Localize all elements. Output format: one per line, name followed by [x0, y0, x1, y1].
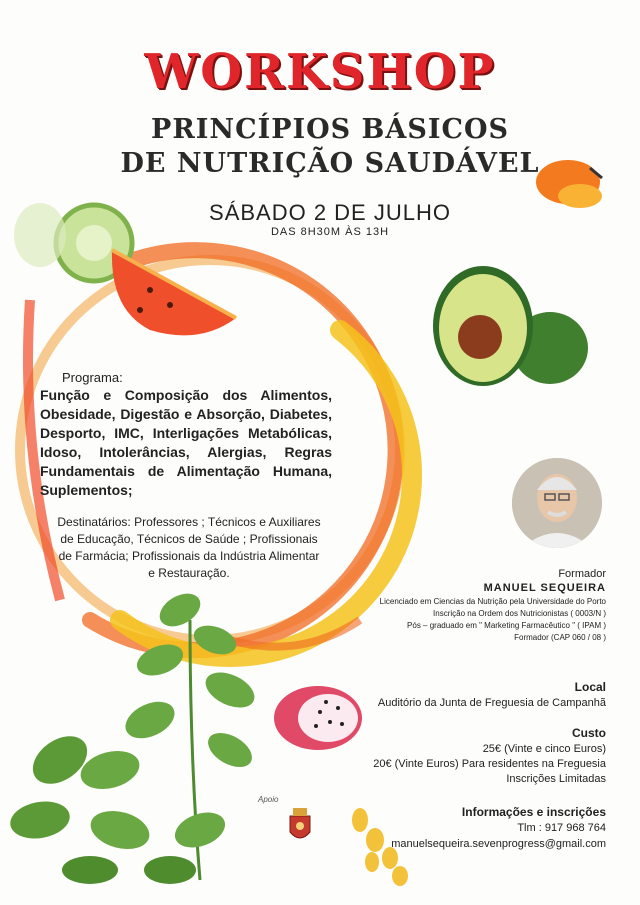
- avocado-icon: [433, 266, 588, 386]
- trainer-credential: Formador (CAP 060 / 08 ): [514, 633, 606, 642]
- event-time: DAS 8H30M ÀS 13H: [270, 226, 390, 238]
- location-heading: Local: [574, 680, 606, 694]
- dragon-fruit-icon: [274, 686, 362, 750]
- parish-crest-icon: [285, 806, 315, 846]
- cost-heading: Custo: [572, 726, 606, 740]
- program-topics: Função e Composição dos Alimentos, Obesidade, Digestão e Absorção, Diabetes, Desporto, IMC, Interligações Metabólicas, Idoso, Intolerâncias, Alergias, Regras Fundamentais de Alimentação Humana, Suplementos;: [40, 387, 332, 498]
- trainer-portrait-icon: [512, 458, 602, 548]
- program-label: Programa:: [62, 370, 123, 385]
- subtitle-line2: DE NUTRIÇÃO SAUDÁVEL: [120, 148, 540, 179]
- cost-note: Inscrições Limitadas: [506, 773, 606, 785]
- trainer-credential: Licenciado em Ciencias da Nutrição pela Universidade do Porto: [379, 597, 606, 606]
- event-title: WORKSHOP: [144, 44, 496, 100]
- contact-heading: Informações e inscrições: [461, 805, 606, 819]
- target-audience: Destinatários: Professores ; Técnicos e Auxiliares de Educação, Técnicos de Saúde ; Profissionais de Farmácia; Profissionais da Indústria Alimentar e Restauração.: [57, 515, 321, 580]
- event-date: SÁBADO 2 DE JULHO: [209, 200, 451, 225]
- contact-phone: Tlm : 917 968 764: [517, 822, 606, 834]
- subtitle-line1: PRINCÍPIOS BÁSICOS: [151, 114, 509, 145]
- trainer-photo: [512, 458, 602, 548]
- location-value: Auditório da Junta de Freguesia de Campanhã: [377, 697, 606, 709]
- trainer-credential: Inscrição na Ordem dos Nutricionistas ( 0003/N ): [433, 609, 606, 618]
- support-label: Apoio: [258, 795, 279, 804]
- cost-standard: 25€ (Vinte e cinco Euros): [482, 743, 606, 755]
- trainer-name: MANUEL SEQUEIRA: [483, 582, 606, 594]
- trainer-role: Formador: [558, 568, 606, 580]
- contact-email[interactable]: manuelsequeira.sevenprogress@gmail.com: [391, 838, 606, 850]
- trainer-credential: Pós – graduado em " Marketing Farmacêutico " ( IPAM ): [407, 621, 606, 630]
- cost-residents: 20€ (Vinte Euros) Para residentes na Freguesia: [373, 758, 606, 770]
